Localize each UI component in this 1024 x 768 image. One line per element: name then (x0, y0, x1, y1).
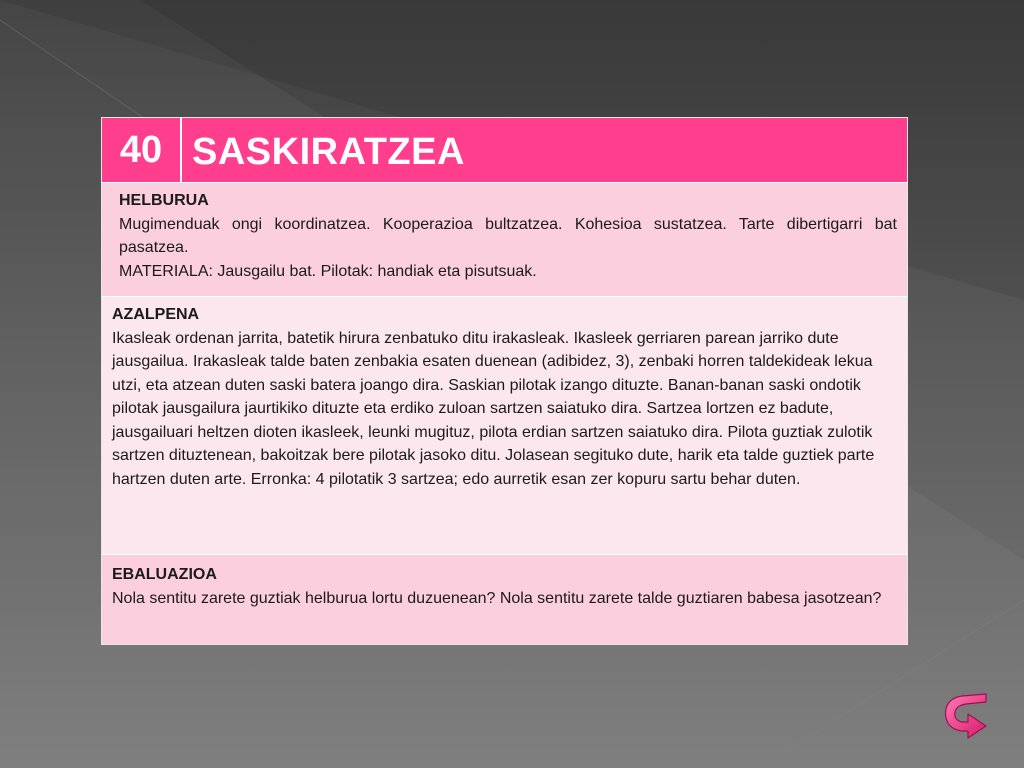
return-arrow-icon[interactable] (940, 688, 994, 742)
evaluation-text: Nola sentitu zarete guztiak helburua lortu duzuenean? Nola sentitu zarete talde guztiaren babesa jasotzean? (112, 589, 882, 607)
activity-number: 40 (102, 118, 182, 183)
activity-card (101, 117, 908, 645)
goal-section (102, 183, 907, 297)
title-row (102, 118, 907, 183)
evaluation-section (102, 555, 907, 644)
goal-text: Mugimenduak ongi koordinatzea. Kooperazioa bultzatzea. Kohesioa sustatzea. Tarte dibertigarri bat pasatzea. (119, 215, 897, 256)
description-section (102, 297, 907, 555)
evaluation-heading: EBALUAZIOA (112, 566, 217, 583)
materials-text: MATERIALA: Jausgailu bat. Pilotak: handiak eta pisutsuak. (119, 262, 537, 280)
goal-heading: HELBURUA (119, 192, 209, 209)
description-text: Ikasleak ordenan jarrita, batetik hirura zenbatuko ditu irakasleak. Ikasleek gerriaren parean jarriko dute jausgailua. Irakasleak talde baten zenbakia esaten duenean (adibidez, 3), zenbaki horren taldekideak lekua utzi, eta atzean duten saski batera joango dira. Saskian pilotak izango dituzte. Banan-banan saski ondotik pilotak jausgailura jaurtikiko dituzte eta erdiko zuloan sartzen saiatuko dira. Sartzea lortzen ez badute, jausgailuari heltzen dioten ikasleek, leunki mugituz, pilota erdian sartzen saiatuko dira. Pilota guztiak zulotik sartzen dituztenean, bakoitzak bere pilotak jasoko ditu. Jolasean segituko dute, harik eta talde guztiek parte hartzen duten arte. Erronka: 4 pilotatik 3 sartzea; edo aurretik esan zer kopuru sartu behar duten. (112, 329, 875, 488)
activity-title: SASKIRATZEA (192, 131, 465, 173)
description-heading: AZALPENA (112, 306, 200, 323)
